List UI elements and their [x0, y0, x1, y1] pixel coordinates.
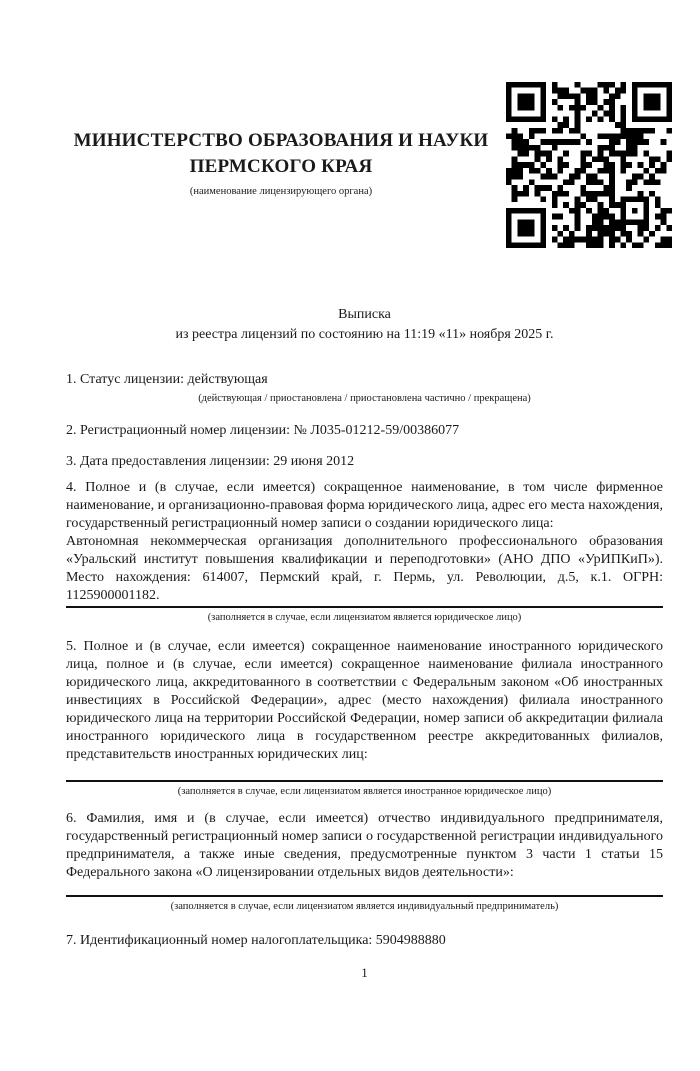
item-legal-entity-name	[66, 479, 663, 624]
document-body	[0, 371, 700, 950]
document-page	[0, 82, 700, 1071]
ministry-name-line2: ПЕРМСКОГО КРАЯ	[189, 156, 373, 177]
individual-entrepreneur-footnote: (заполняется в случае, если лицензиатом является индивидуальный предприниматель)	[170, 901, 559, 912]
legal-entity-footnote: (заполняется в случае, если лицензиатом является юридическое лицо)	[207, 612, 522, 623]
individual-entrepreneur-rule	[66, 895, 663, 897]
legal-entity-rule	[66, 606, 663, 608]
item-license-status	[66, 371, 663, 405]
item-registration-number	[66, 422, 663, 440]
document-title-line1: Выписка	[338, 307, 391, 322]
item-taxpayer-number	[66, 932, 663, 950]
page-number: 1	[361, 965, 368, 980]
licensing-authority-header	[66, 82, 496, 198]
item-license-grant-date	[66, 453, 663, 471]
document-title	[0, 305, 700, 345]
license-status-footnote: (действующая / приостановлена / приостановлена частично / прекращена)	[198, 393, 531, 404]
ministry-name-line1: МИНИСТЕРСТВО ОБРАЗОВАНИЯ И НАУКИ	[73, 130, 489, 151]
document-header-row	[0, 82, 700, 248]
document-title-line2: из реестра лицензий по состоянию на 11:19 «11» ноября 2025 г.	[175, 327, 554, 342]
license-status-text: 1. Статус лицензии: действующая	[66, 372, 268, 387]
foreign-entity-name-label: 5. Полное и (в случае, если имеется) сокращенное наименование иностранного юридического лица, полное и (в случае, если имеется) сокращенное наименование филиала иностранного юридического лица, аккредитованного в соответствии с Федеральным законом «Об иностранных инвестициях в Российской Федерации», адрес (место нахождения) филиала иностранного юридического лица на территории Российской Федерации, номер записи об аккредитации филиала иностранного юридического лица в государственном реестре аккредитованных филиалов, представительств иностранных юридических лиц:	[66, 639, 663, 762]
foreign-entity-rule	[66, 780, 663, 782]
ministry-name-caption: (наименование лицензирующего органа)	[189, 186, 373, 197]
legal-entity-name-value: Автономная некоммерческая организация дополнительного профессионального образования «Уральский институт повышения квалификации и переподготовки» (АНО ДПО «УрИПКиП»). Место нахождения: 614007, Пермский край, г. Пермь, ул. Революции, д.5, к.1. ОГРН: 1125900001182.	[66, 534, 663, 603]
item-individual-entrepreneur	[66, 810, 663, 913]
foreign-entity-footnote: (заполняется в случае, если лицензиатом является иностранное юридическое лицо)	[177, 786, 552, 797]
taxpayer-number-text: 7. Идентификационный номер налогоплательщика: 5904988880	[66, 933, 446, 948]
item-foreign-entity-name	[66, 638, 663, 798]
qr-code-image	[506, 82, 672, 248]
legal-entity-name-label: 4. Полное и (в случае, если имеется) сокращенное наименование, в том числе фирменное наименование, и организационно-правовая форма юридического лица, адрес его места нахождения, государственный регистрационный номер записи о создании юридического лица:	[66, 480, 663, 531]
ministry-name	[66, 128, 496, 180]
registration-number-text: 2. Регистрационный номер лицензии: № Л035-01212-59/00386077	[66, 423, 460, 438]
license-grant-date-text: 3. Дата предоставления лицензии: 29 июня 2012	[66, 454, 355, 469]
qr-code	[506, 82, 672, 248]
individual-entrepreneur-label: 6. Фамилия, имя и (в случае, если имеется) отчество индивидуального предпринимателя, государственный регистрационный номер записи о государственной регистрации индивидуального предпринимателя, а также иные сведения, предусмотренные пунктом 3 части 1 статьи 15 Федерального закона «О лицензировании отдельных видов деятельности»:	[66, 811, 663, 880]
